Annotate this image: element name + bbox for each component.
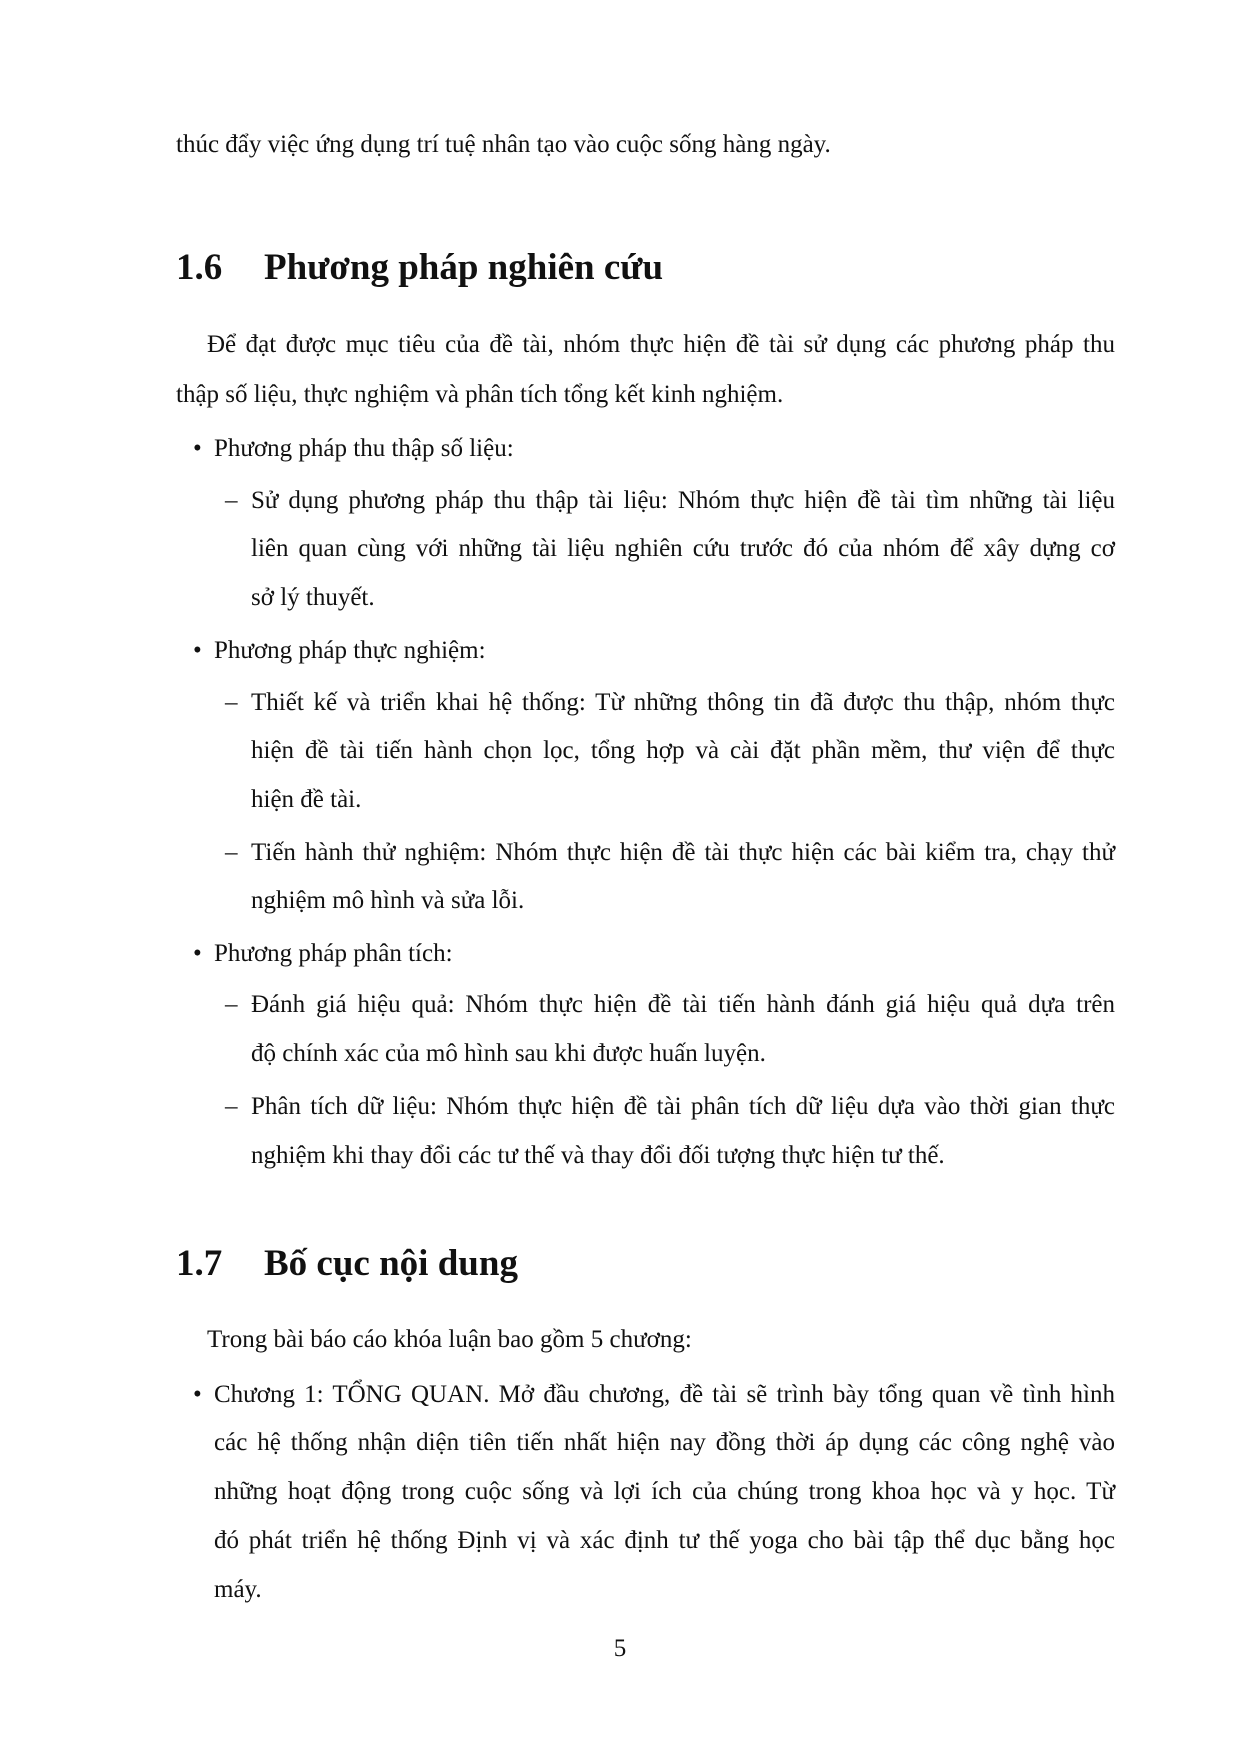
bullet-icon: • <box>193 435 202 462</box>
list-item-line: các hệ thống nhận diện tiên tiến nhất hiện nay đồng thời áp dụng các công nghệ vào <box>214 1429 1115 1456</box>
sub-list-line: hiện đề tài tiến hành chọn lọc, tổng hợp và cài đặt phần mềm, thư viện để thực <box>251 737 1115 764</box>
list-item-line: Chương 1: TỔNG QUAN. Mở đầu chương, đề tài sẽ trình bày tổng quan về tình hình <box>214 1381 1115 1408</box>
sub-list-line: hiện đề tài. <box>251 786 362 813</box>
section-1-6-heading <box>176 246 663 290</box>
dash-icon: – <box>225 991 238 1018</box>
sub-list-line: Đánh giá hiệu quả: Nhóm thực hiện đề tài tiến hành đánh giá hiệu quả dựa trên <box>251 991 1115 1018</box>
list-item-line: những hoạt động trong cuộc sống và lợi ích của chúng trong khoa học và y học. Từ <box>214 1478 1115 1505</box>
section-number: 1.6 <box>176 247 223 288</box>
sub-list-line: Tiến hành thử nghiệm: Nhóm thực hiện đề tài thực hiện các bài kiểm tra, chạy thử <box>251 839 1115 866</box>
sub-list-line: độ chính xác của mô hình sau khi được huấn luyện. <box>251 1040 766 1067</box>
dash-icon: – <box>225 487 238 514</box>
sub-list-line: Thiết kế và triển khai hệ thống: Từ những thông tin đã được thu thập, nhóm thực <box>251 689 1115 716</box>
section-1-7-heading <box>176 1242 518 1286</box>
sub-list-line: sở lý thuyết. <box>251 584 375 611</box>
sub-list-line: liên quan cùng với những tài liệu nghiên cứu trước đó của nhóm để xây dựng cơ <box>251 535 1115 562</box>
section-number: 1.7 <box>176 1243 223 1284</box>
list-item-line: máy. <box>214 1576 262 1603</box>
page-number: 5 <box>613 1635 627 1662</box>
list-item: Phương pháp thực nghiệm: <box>214 637 486 664</box>
sub-list-line: nghiệm mô hình và sửa lỗi. <box>251 887 525 914</box>
list-item: Phương pháp thu thập số liệu: <box>214 435 514 462</box>
section-title: Bố cục nội dung <box>264 1243 518 1284</box>
section-title: Phương pháp nghiên cứu <box>264 247 664 288</box>
paragraph-line: Để đạt được mục tiêu của đề tài, nhóm thực hiện đề tài sử dụng các phương pháp thu <box>207 331 1115 358</box>
dash-icon: – <box>225 1093 238 1120</box>
list-item-line: đó phát triển hệ thống Định vị và xác định tư thế yoga cho bài tập thể dục bằng học <box>214 1527 1115 1554</box>
bullet-icon: • <box>193 940 202 967</box>
sub-list-line: Sử dụng phương pháp thu thập tài liệu: Nhóm thực hiện đề tài tìm những tài liệu <box>251 487 1115 514</box>
dash-icon: – <box>225 839 238 866</box>
sub-list-line: Phân tích dữ liệu: Nhóm thực hiện đề tài phân tích dữ liệu dựa vào thời gian thực <box>251 1093 1115 1120</box>
paragraph-line: thập số liệu, thực nghiệm và phân tích tổng kết kinh nghiệm. <box>176 381 784 408</box>
paragraph-line: Trong bài báo cáo khóa luận bao gồm 5 chương: <box>207 1326 692 1353</box>
list-item: Phương pháp phân tích: <box>214 940 453 967</box>
sub-list-line: nghiệm khi thay đổi các tư thế và thay đổi đối tượng thực hiện tư thế. <box>251 1142 945 1169</box>
bullet-icon: • <box>193 1381 202 1408</box>
intro-tail-text: thúc đẩy việc ứng dụng trí tuệ nhân tạo vào cuộc sống hàng ngày. <box>176 131 831 158</box>
dash-icon: – <box>225 689 238 716</box>
bullet-icon: • <box>193 637 202 664</box>
